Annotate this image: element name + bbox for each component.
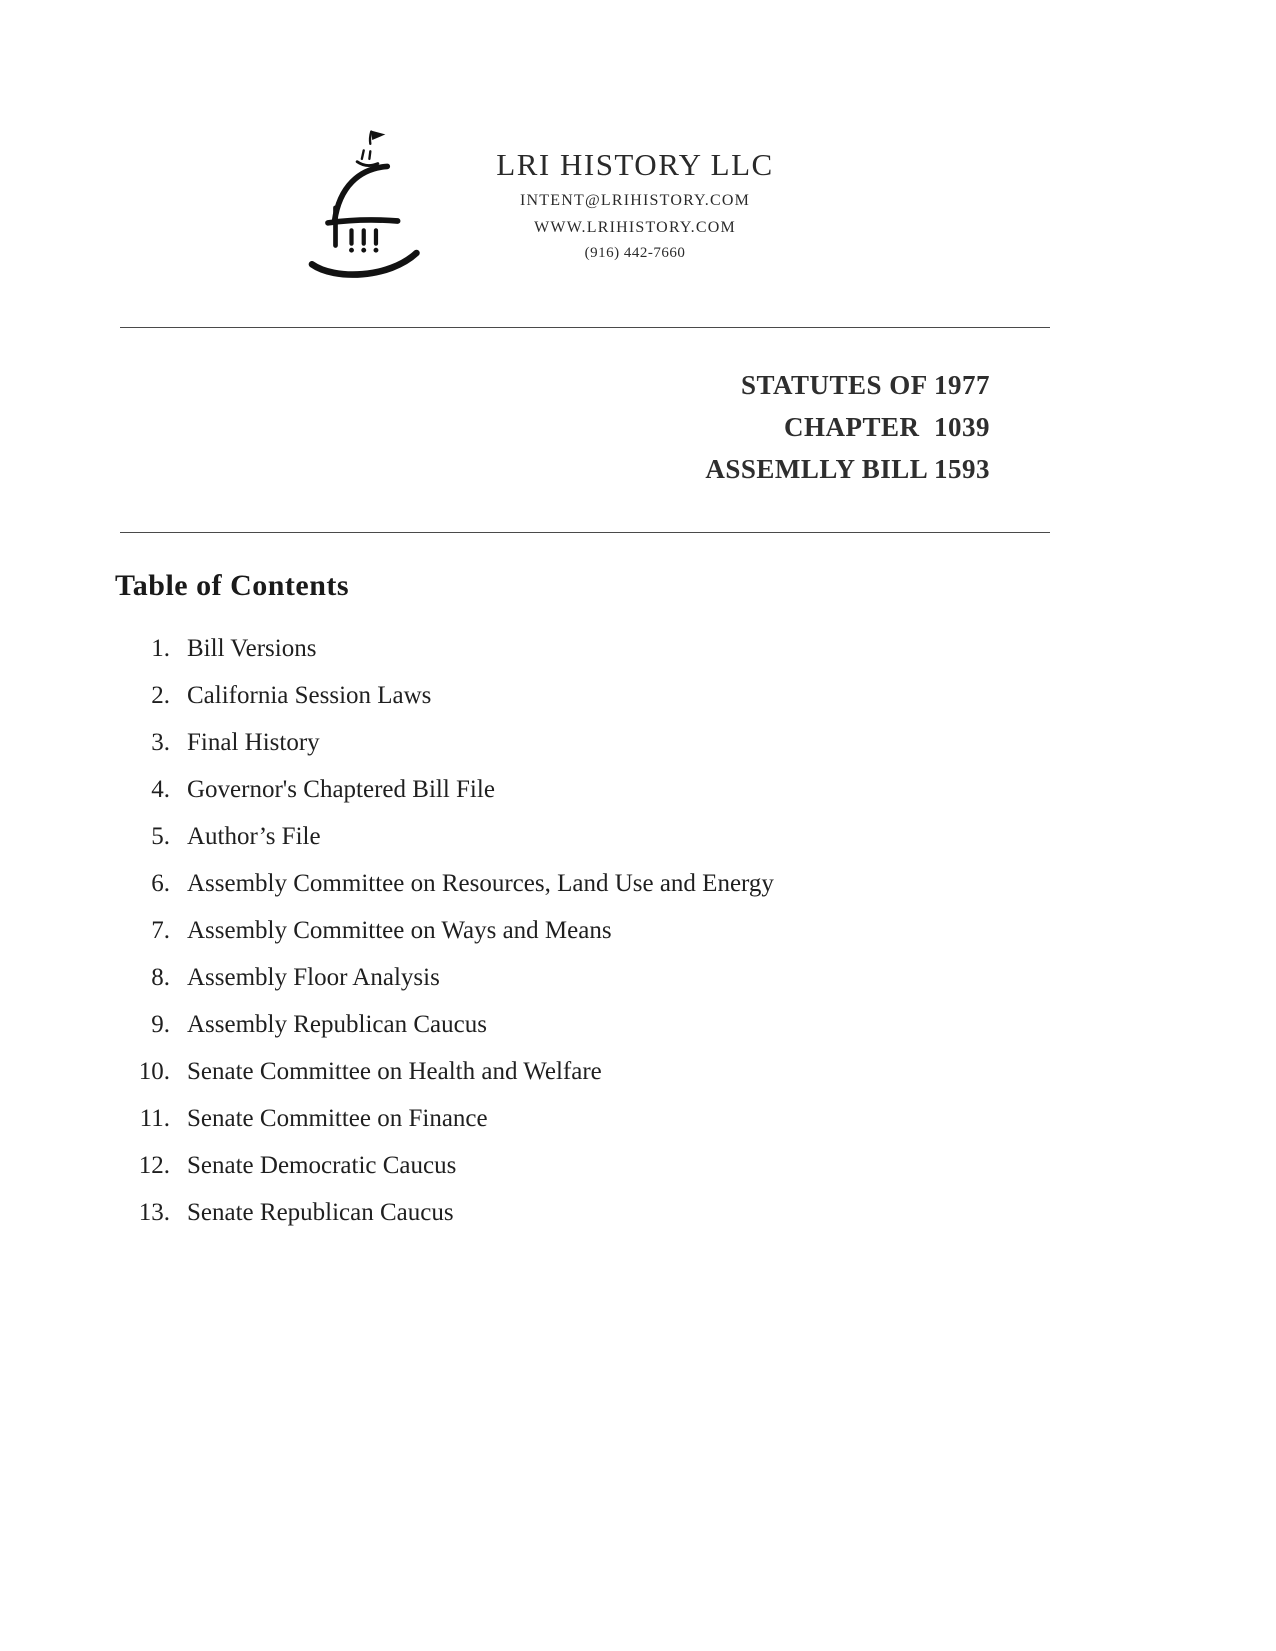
toc-item-label: Bill Versions [187, 635, 317, 662]
toc-item-label: California Session Laws [187, 682, 432, 709]
toc-item-number: 3. [151, 729, 170, 756]
divider-top [120, 327, 1050, 328]
toc-item-label: Assembly Committee on Ways and Means [187, 917, 612, 944]
company-name: LRI HISTORY LLC [496, 147, 774, 182]
toc-item-label: Senate Republican Caucus [187, 1199, 454, 1226]
toc-item [115, 1199, 1276, 1227]
toc-item [115, 682, 1276, 710]
toc-list [115, 635, 1276, 1227]
toc-item-label: Final History [187, 729, 320, 756]
toc-item [115, 776, 1276, 804]
toc-item-label: Senate Democratic Caucus [187, 1152, 457, 1179]
toc-item [115, 870, 1276, 898]
toc-item-number: 13. [138, 1199, 170, 1226]
company-website: WWW.LRIHISTORY.COM [534, 219, 736, 236]
toc-item-number: 5. [151, 823, 170, 850]
company-email: INTENT@LRIHISTORY.COM [519, 192, 751, 209]
toc-item [115, 1152, 1276, 1180]
toc-item-number: 12. [138, 1152, 170, 1179]
toc-item-number: 4. [151, 776, 170, 803]
contact-block [485, 125, 785, 262]
toc-item-number: 1. [151, 635, 170, 662]
toc-item [115, 1105, 1276, 1133]
toc-item [115, 635, 1276, 663]
toc-item-label: Assembly Republican Caucus [187, 1011, 487, 1038]
toc-item-label: Assembly Floor Analysis [187, 964, 440, 991]
toc-item-number: 10. [138, 1058, 170, 1085]
toc-heading: Table of Contents [115, 569, 350, 602]
capitol-dome-logo-icon [295, 125, 440, 285]
chapter-line: CHAPTER 1039 [783, 412, 990, 442]
toc-item [115, 729, 1276, 757]
toc-item-number: 6. [151, 870, 170, 897]
toc-item-label: Assembly Committee on Resources, Land Use and Energy [187, 870, 774, 897]
toc-item-label: Senate Committee on Health and Welfare [187, 1058, 602, 1085]
toc-item-number: 11. [139, 1105, 170, 1132]
toc-item-label: Governor's Chaptered Bill File [187, 776, 495, 803]
toc-item-number: 7. [151, 917, 170, 944]
toc-item-label: Senate Committee on Finance [187, 1105, 488, 1132]
company-phone: (916) 442-7660 [584, 245, 686, 261]
letterhead [0, 0, 1276, 285]
toc-item [115, 1011, 1276, 1039]
toc-item-number: 8. [151, 964, 170, 991]
statute-title-block [0, 364, 990, 490]
divider-bottom [120, 532, 1050, 533]
statutes-year-line: STATUTES OF 1977 [740, 370, 990, 400]
toc-item-number: 9. [151, 1011, 170, 1038]
toc-item [115, 917, 1276, 945]
assembly-bill-line: ASSEMLLY BILL 1593 [705, 454, 990, 484]
toc-item [115, 964, 1276, 992]
toc-item [115, 823, 1276, 851]
toc-item [115, 1058, 1276, 1086]
toc-item-number: 2. [151, 682, 170, 709]
toc-item-label: Author’s File [187, 823, 321, 850]
